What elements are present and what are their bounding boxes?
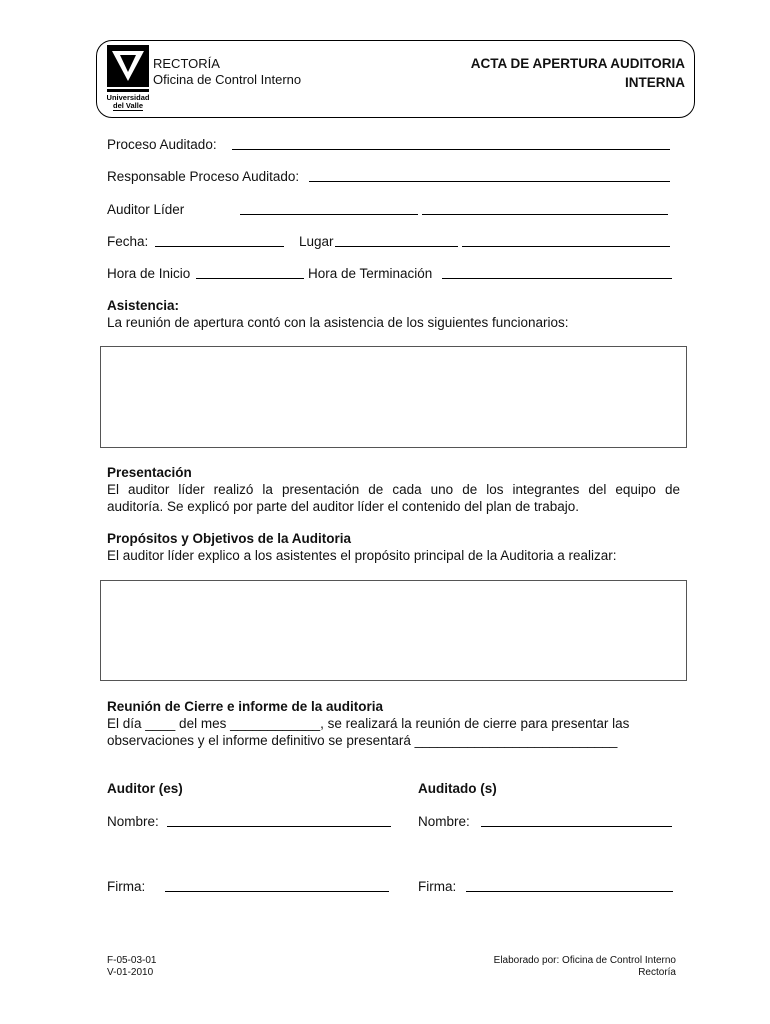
logo-text-valle: del Valle <box>112 101 144 110</box>
lugar-label: Lugar <box>299 234 334 249</box>
hora-inicio-label: Hora de Inicio <box>107 266 191 281</box>
footer-elaborado: Elaborado por: Oficina de Control Interno <box>493 955 676 966</box>
auditor-firma-input-line[interactable] <box>165 891 389 892</box>
fecha-label: Fecha: <box>107 234 149 249</box>
document-title-line2: INTERNA <box>625 75 685 90</box>
document-title-line1: ACTA DE APERTURA AUDITORIA <box>470 56 685 71</box>
hora-inicio-input-line[interactable] <box>196 278 304 279</box>
asistencia-text: La reunión de apertura contó con la asistencia de los siguientes funcionarios: <box>107 315 569 330</box>
auditado-nombre-input-line[interactable] <box>481 826 672 827</box>
auditor-lider-label: Auditor Líder <box>107 202 185 217</box>
auditado-firma-label: Firma: <box>418 879 457 894</box>
auditor-nombre-label: Nombre: <box>107 814 159 829</box>
auditor-heading: Auditor (es) <box>107 781 183 796</box>
auditor-lider-input-line-2[interactable] <box>422 214 668 215</box>
asistencia-heading: Asistencia: <box>107 298 180 313</box>
org-unit: Oficina de Control Interno <box>153 72 302 87</box>
auditado-firma-input-line[interactable] <box>466 891 673 892</box>
responsable-input-line[interactable] <box>309 181 670 182</box>
auditor-nombre-input-line[interactable] <box>167 826 391 827</box>
auditor-lider-input-line-1[interactable] <box>240 214 418 215</box>
propositos-box[interactable] <box>100 580 687 681</box>
presentacion-heading: Presentación <box>107 465 192 480</box>
lugar-input-line-1[interactable] <box>335 246 458 247</box>
lugar-input-line-2[interactable] <box>462 246 670 247</box>
cierre-line2: observaciones y el informe definitivo se presentará ___________________________ <box>107 733 618 748</box>
responsable-label: Responsable Proceso Auditado: <box>107 169 300 184</box>
logo-text-university: Universidad <box>107 93 149 102</box>
hora-terminacion-label: Hora de Terminación <box>308 266 433 281</box>
cierre-heading: Reunión de Cierre e informe de la auditoria <box>107 699 384 714</box>
cierre-line1: El día ____ del mes ____________, se realizará la reunión de cierre para presentar las <box>107 716 630 731</box>
fecha-input-line[interactable] <box>155 246 284 247</box>
auditor-firma-label: Firma: <box>107 879 146 894</box>
asistencia-box[interactable] <box>100 346 687 448</box>
proceso-input-line[interactable] <box>232 149 670 150</box>
presentacion-line1: El auditor líder realizó la presentación de cada uno de los integrantes del equipo de <box>107 482 680 497</box>
auditado-nombre-label: Nombre: <box>418 814 470 829</box>
footer-rectoria: Rectoría <box>638 967 676 978</box>
auditado-heading: Auditado (s) <box>418 781 497 796</box>
university-logo <box>107 45 149 117</box>
propositos-text: El auditor líder explico a los asistentes el propósito principal de la Auditoria a realizar: <box>107 548 617 563</box>
proceso-label: Proceso Auditado: <box>107 137 217 152</box>
org-name: RECTORÍA <box>153 56 220 71</box>
propositos-heading: Propósitos y Objetivos de la Auditoria <box>107 531 352 546</box>
footer-version: V-01-2010 <box>107 967 154 978</box>
presentacion-line2: auditoría. Se explicó por parte del auditor líder el contenido del plan de trabajo. <box>107 499 580 514</box>
hora-terminacion-input-line[interactable] <box>442 278 672 279</box>
footer-code: F-05-03-01 <box>107 955 157 966</box>
